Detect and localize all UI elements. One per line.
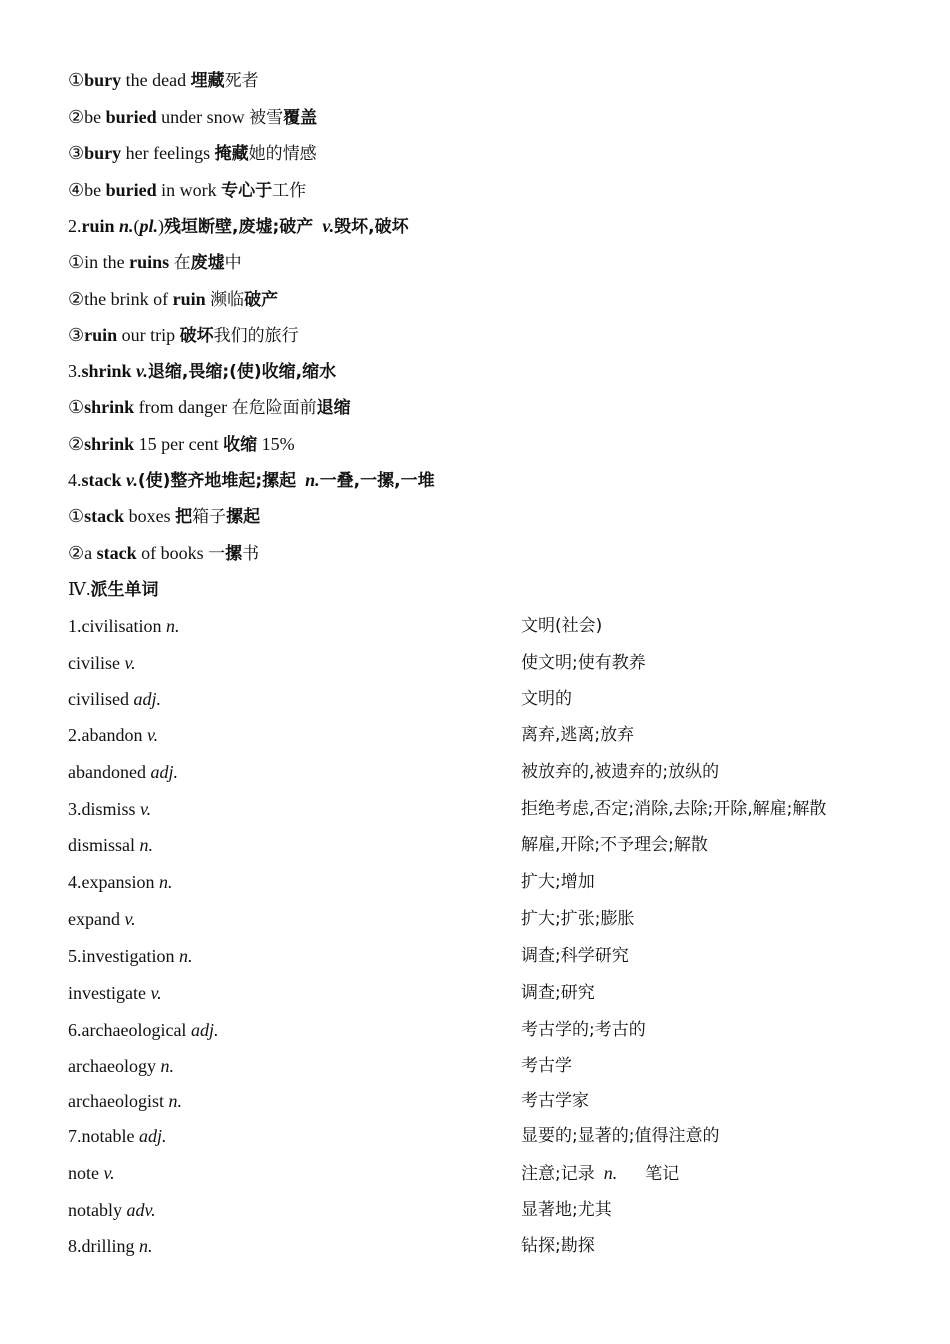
definition: 退缩,畏缩;(使)收缩,缩水 [147,362,337,382]
part-of-speech: n. [179,946,193,966]
derived-row [68,652,646,674]
derived-definition-group [521,1162,679,1185]
bury-example-1 [68,69,259,92]
keyword: shrink [84,434,135,454]
derived-definition: 调查;研究 [521,983,595,1003]
section-heading-derived-words [68,578,158,601]
part-of-speech: adj. [150,762,178,782]
stack-example-2 [68,542,259,565]
derived-word: archaeologist [68,1091,169,1111]
shrink-example-2 [68,433,295,456]
derived-word: 7.notable [68,1126,139,1146]
translation: 箱子 [192,507,227,527]
keyword: ruin [172,289,206,309]
ruin-example-2 [68,288,278,311]
keyword: buried [105,107,157,127]
example-number: ① [68,506,85,526]
section-title: 派生单词 [90,580,159,600]
part-of-speech: n. [166,616,180,636]
derived-definition: 文明(社会) [521,616,603,636]
derived-row [68,724,635,746]
part-of-speech: n. [158,872,173,892]
derived-row [68,1162,680,1184]
derived-definition: 文明的 [521,689,572,709]
derived-definition: 显著地;尤其 [521,1200,612,1220]
translation: 被雪 [249,108,284,128]
derived-row [68,1090,589,1112]
translation-highlight: 破坏 [179,326,214,346]
derived-definition: 拒绝考虑,否定;消除,去除;开除,解雇;解散 [521,799,827,819]
translation-highlight: 摞 [225,544,243,564]
keyword: buried [105,180,157,200]
entry-number: 3. [68,361,82,381]
translation: 工作 [272,181,307,201]
translation-highlight: 收缩 [223,435,258,455]
phrase: from danger [134,397,232,417]
part-of-speech: n. [119,216,134,236]
paren-close: ) [158,216,165,236]
translation-highlight: 专心于 [221,181,273,201]
definition: 一叠,一摞,一堆 [319,471,435,491]
translation-highlight: 覆盖 [283,108,318,128]
phrase: boxes [124,506,176,526]
translation: 一 [208,544,226,564]
derived-word: 5.investigation [68,946,179,966]
derived-row [68,1019,646,1041]
phrase: the dead [121,70,191,90]
phrase: her feelings [121,143,215,163]
example-number: ④be [68,180,106,200]
phrase: 15 per cent [134,434,224,454]
translation: 我们的旅行 [213,326,299,346]
entry-number: 4. [68,470,82,490]
headword: stack [81,470,122,490]
bury-example-3 [68,142,317,165]
example-number: ③ [68,325,85,345]
example-number: ②the brink of [68,289,173,309]
translation: 中 [224,253,242,273]
derived-word: 8.drilling [68,1236,139,1256]
part-of-speech: v. [136,361,148,381]
keyword: stack [84,506,125,526]
derived-definition: 解雇,开除;不予理会;解散 [521,835,708,855]
derived-row [68,871,595,893]
derived-row [68,1055,572,1077]
keyword: shrink [84,397,135,417]
part-of-speech: adj. [190,1020,219,1040]
derived-definition: 被放弃的,被遗弃的;放纵的 [521,762,720,782]
derived-word: dismissal [68,835,140,855]
translation-highlight: 摞起 [226,507,261,527]
derived-definition: 考古学家 [521,1091,589,1111]
derived-definition: 钻探;勘探 [521,1236,595,1256]
example-number: ①in the [68,252,130,272]
translation: 15% [257,434,295,454]
part-of-speech: n. [139,835,154,855]
translation: 死者 [224,71,259,91]
translation-highlight: 掩藏 [214,144,249,164]
derived-word: 1.civilisation [68,616,166,636]
plural-marker: pl. [139,216,159,236]
part-of-speech: n. [603,1163,618,1183]
part-of-speech: v. [150,983,162,1003]
example-number: ① [68,397,85,417]
phrase: under snow [156,107,250,127]
shrink-heading [68,360,336,383]
paren-open: ( [133,216,140,236]
keyword: stack [96,543,137,563]
derived-row [68,615,603,637]
translation: 在 [173,253,191,273]
keyword: bury [84,70,122,90]
stack-heading [68,469,435,492]
part-of-speech: n. [305,470,320,490]
part-of-speech: v. [124,653,136,673]
headword: shrink [81,361,132,381]
derived-word: 6.archaeological [68,1020,191,1040]
definition: 毁坏,破坏 [334,217,409,237]
example-number: ① [68,70,85,90]
keyword: bury [84,143,122,163]
stack-example-1 [68,505,260,528]
phrase: in work [156,180,222,200]
translation: 在危险面前 [231,398,317,418]
derived-row [68,908,635,930]
definition: (使)整齐地堆起;摞起 [137,471,297,491]
derived-definition: 注意;记录 [521,1164,595,1184]
translation-highlight: 埋藏 [190,71,225,91]
translation: 她的情感 [248,144,317,164]
derived-row [68,761,720,783]
derived-word: note [68,1163,104,1183]
phrase: our trip [117,325,180,345]
derived-word: civilise [68,653,125,673]
keyword: ruins [129,252,170,272]
ruin-example-1 [68,251,242,274]
section-number: Ⅳ. [68,579,91,599]
derived-word: archaeology [68,1056,161,1076]
keyword: ruin [84,325,118,345]
derived-definition: 使文明;使有教养 [521,653,646,673]
example-number: ②be [68,107,106,127]
entry-number: 2. [68,216,82,236]
example-number: ③ [68,143,85,163]
derived-word: 2.abandon [68,725,147,745]
part-of-speech: v. [146,725,159,745]
part-of-speech: v. [126,470,138,490]
translation: 濒临 [210,290,245,310]
translation-highlight: 把 [175,507,193,527]
definition: 残垣断壁,废墟;破产 [164,217,314,237]
headword: ruin [81,216,115,236]
derived-row [68,688,572,710]
part-of-speech: adj. [133,689,162,709]
example-number: ②a [68,543,97,563]
derived-word: 4.expansion [68,872,159,892]
part-of-speech: n. [168,1091,182,1111]
part-of-speech: n. [160,1056,174,1076]
phrase: of books [136,543,209,563]
derived-definition: 扩大;扩张;膨胀 [521,909,635,929]
derived-definition: 离弃,逃离;放弃 [521,725,635,745]
shrink-example-1 [68,396,351,419]
derived-word: abandoned [68,762,151,782]
derived-row [68,1199,612,1221]
ruin-example-3 [68,324,299,347]
derived-definition: 考古学的;考古的 [521,1020,646,1040]
derived-row [68,834,708,856]
translation-highlight: 破产 [244,290,279,310]
bury-example-4 [68,179,306,202]
ruin-heading [68,215,409,238]
part-of-speech: adv. [126,1200,156,1220]
derived-word: civilised [68,689,134,709]
derived-word: investigate [68,983,151,1003]
translation: 书 [242,544,260,564]
translation-highlight: 退缩 [316,398,351,418]
derived-definition: 显要的;显著的;值得注意的 [521,1126,720,1146]
derived-definition: 笔记 [645,1164,680,1184]
bury-example-2 [68,106,317,129]
part-of-speech: v. [140,799,152,819]
derived-row [68,1235,595,1257]
derived-definition: 扩大;增加 [521,872,595,892]
derived-word: 3.dismiss [68,799,141,819]
translation-highlight: 废墟 [190,253,225,273]
part-of-speech: adj. [138,1126,167,1146]
derived-definition: 调查;科学研究 [521,946,629,966]
example-number: ② [68,434,85,454]
part-of-speech: v. [124,909,136,929]
derived-row [68,945,629,967]
derived-row [68,982,595,1004]
part-of-speech: n. [139,1236,153,1256]
derived-word: notably [68,1200,127,1220]
part-of-speech: v. [322,216,335,236]
derived-definition: 考古学 [521,1056,572,1076]
derived-word: expand [68,909,125,929]
derived-row [68,1125,720,1147]
part-of-speech: v. [103,1163,115,1183]
derived-row [68,798,827,820]
